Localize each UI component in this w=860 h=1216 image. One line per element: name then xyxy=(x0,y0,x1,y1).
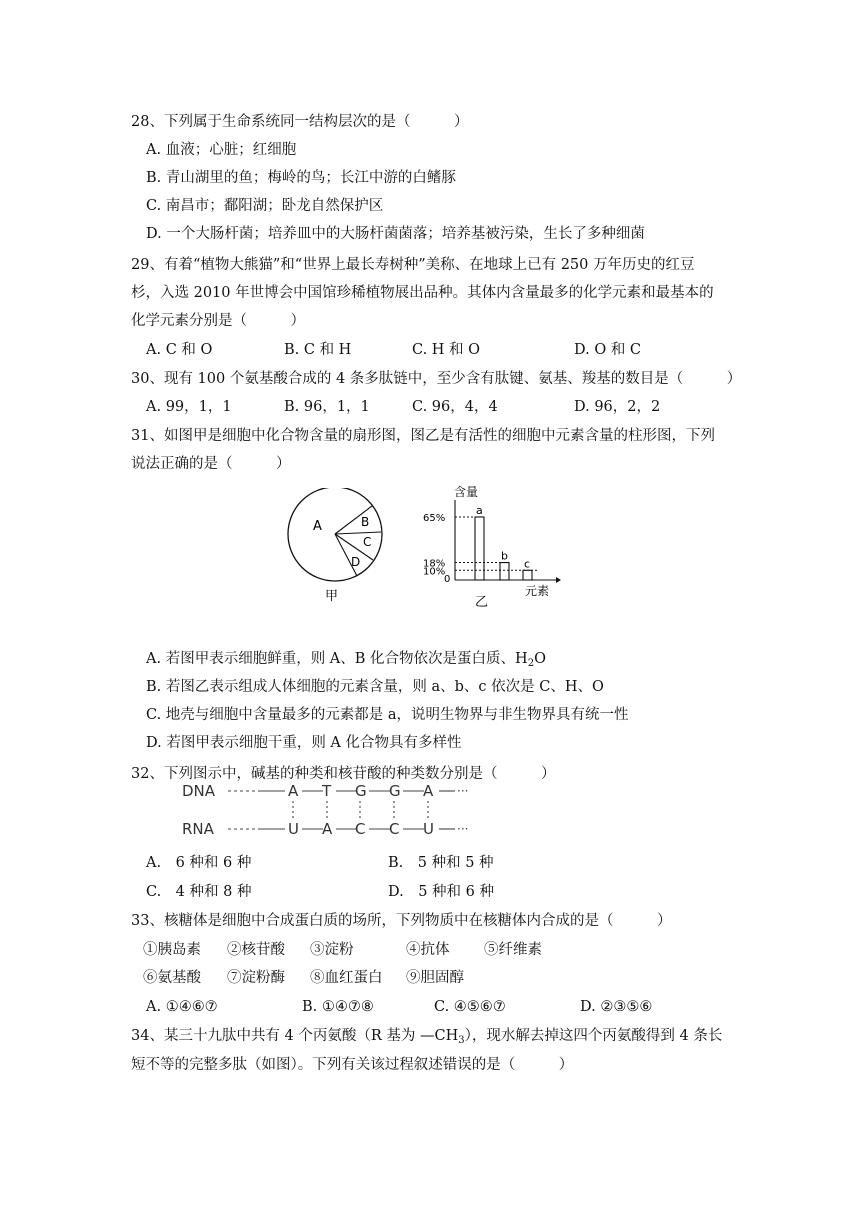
q31-option-a-text: A. 若图甲表示细胞鲜重，则 A、B 化合物依次是蛋白质、H xyxy=(146,651,528,667)
pie-label-c: C xyxy=(363,535,372,549)
rna-base: C xyxy=(389,820,400,838)
bar-caption: 乙 xyxy=(475,595,489,610)
dna-base: T xyxy=(322,782,332,800)
q29-stem-line1: 29、有着“植物大熊猫”和“世界上最长寿树种”美称、在地球上已有 250 万年历史的红豆 xyxy=(131,257,695,273)
pie-caption: 甲 xyxy=(325,589,339,604)
pie-label-d: D xyxy=(351,555,361,569)
q34-stem-line2: 短不等的完整多肽（如图）。下列有关该过程叙述错误的是（ ） xyxy=(131,1057,574,1073)
q28-option-b: B. 青山湖里的鱼；梅岭的鸟；长江中游的白鳍豚 xyxy=(146,170,456,186)
q30-options xyxy=(146,397,706,417)
q32-options-row1 xyxy=(146,853,706,873)
pie-label-a: A xyxy=(313,519,322,534)
bar-xlabel: 元素 xyxy=(525,584,550,598)
bar-ylabel: 含量 xyxy=(454,485,479,499)
q33-item-2: ②核苷酸 xyxy=(227,942,285,958)
dna-base: G xyxy=(355,782,367,800)
bar-label-b: b xyxy=(501,549,508,563)
bar-tick-label-zero: 0 xyxy=(444,574,451,585)
q32-option-d: D. 5 种和 6 种 xyxy=(388,884,494,900)
q33-option-b: B. ①④⑦⑧ xyxy=(302,999,374,1015)
q30-option-b: B. 96，1，1 xyxy=(284,399,370,415)
q29-option-d: D. O 和 C xyxy=(574,342,642,358)
rna-base: U xyxy=(288,820,299,838)
bar-tick-label: 10% xyxy=(423,566,446,578)
dna-base: A xyxy=(423,782,434,800)
rna-continuation: ··· xyxy=(457,822,469,836)
q29-option-a: A. C 和 O xyxy=(146,342,213,358)
q28-option-d: D. 一个大肠杆菌；培养皿中的大肠杆菌菌落；培养基被污染，生长了多种细菌 xyxy=(146,226,645,242)
q33-item-3: ③淀粉 xyxy=(310,942,354,958)
rna-base: A xyxy=(322,820,333,838)
bar-label-c: c xyxy=(524,557,531,571)
q29-option-c: C. H 和 O xyxy=(412,342,481,358)
q34-stem-post: ），现水解去掉这四个丙氨酸得到 4 条长 xyxy=(464,1028,723,1044)
q34-stem-subscript: 3 xyxy=(458,1035,465,1046)
q30-option-c: C. 96，4，4 xyxy=(412,399,498,415)
rna-base: U xyxy=(423,820,434,838)
q31-stem-line2: 说法正确的是（ ） xyxy=(131,456,291,472)
q29-options xyxy=(146,340,706,360)
q32-option-b: B. 5 种和 5 种 xyxy=(388,855,494,871)
bar-c xyxy=(523,570,532,580)
bar-tick-label: 65% xyxy=(423,513,446,524)
dna-base: A xyxy=(288,782,299,800)
q31-option-a xyxy=(146,649,546,674)
q30-stem: 30、现有 100 个氨基酸合成的 4 条多肽链中，至少含有肽键、氨基、羧基的数目是（ ） xyxy=(131,371,742,387)
q33-item-5: ⑤纤维素 xyxy=(484,942,542,958)
q29-stem-line2: 杉，入选 2010 年世博会中国馆珍稀植物展出品种。其体内含量最多的化学元素和最基本的 xyxy=(131,285,714,301)
q32-stem: 32、下列图示中，碱基的种类和核苷酸的种类数分别是（ ） xyxy=(131,766,556,782)
q31-option-d: D. 若图甲表示细胞干重，则 A 化合物具有多样性 xyxy=(146,735,462,751)
q29-stem-line3: 化学元素分别是（ ） xyxy=(131,313,305,329)
q33-item-9: ⑨胆固醇 xyxy=(406,970,464,986)
q34-stem-pre: 34、某三十九肽中共有 4 个丙氨酸（R 基为 —CH xyxy=(131,1028,459,1044)
q33-options xyxy=(146,997,706,1017)
pie-figure-jia xyxy=(285,488,395,608)
dna-rna-figure xyxy=(180,776,480,840)
q33-stem: 33、核糖体是细胞中合成蛋白质的场所，下列物质中在核糖体内合成的是（ ） xyxy=(131,913,672,929)
pie-label-b: B xyxy=(361,515,370,529)
q31-option-a-tail: O xyxy=(534,651,546,667)
q33-option-c: C. ④⑤⑥⑦ xyxy=(434,999,506,1015)
q33-items-row1 xyxy=(143,940,703,960)
q32-option-c: C. 4 种和 8 种 xyxy=(146,884,252,900)
q33-item-1: ①胰岛素 xyxy=(143,942,201,958)
q33-item-8: ⑧血红蛋白 xyxy=(310,970,383,986)
bar-label-a: a xyxy=(476,504,483,517)
rna-label: RNA xyxy=(182,820,214,838)
q33-item-6: ⑥氨基酸 xyxy=(143,970,201,986)
bar-b xyxy=(500,563,509,580)
q30-option-a: A. 99，1，1 xyxy=(146,399,232,415)
rna-base: C xyxy=(355,820,366,838)
dna-continuation: ··· xyxy=(457,784,469,798)
q29-option-b: B. C 和 H xyxy=(284,342,352,358)
q33-item-7: ⑦淀粉酶 xyxy=(227,970,285,986)
dna-base: G xyxy=(389,782,401,800)
bar-figure-yi xyxy=(420,482,565,612)
q31-option-a-subscript: 2 xyxy=(527,658,535,669)
q32-option-a: A. 6 种和 6 种 xyxy=(146,855,252,871)
q33-option-a: A. ①④⑥⑦ xyxy=(146,999,218,1015)
q31-stem-line1: 31、如图甲是细胞中化合物含量的扇形图，图乙是有活性的细胞中元素含量的柱形图，下列 xyxy=(131,428,715,444)
q28-stem: 28、下列属于生命系统同一结构层次的是（ ） xyxy=(131,114,469,130)
dna-label: DNA xyxy=(182,782,216,800)
q31-option-b: B. 若图乙表示组成人体细胞的元素含量，则 a、b、c 依次是 C、H、O xyxy=(146,679,604,695)
q32-options-row2 xyxy=(146,882,706,902)
q30-option-d: D. 96，2，2 xyxy=(574,399,661,415)
q31-option-c: C. 地壳与细胞中含量最多的元素都是 a，说明生物界与非生物界具有统一性 xyxy=(146,707,629,723)
q28-option-c: C. 南昌市；鄱阳湖；卧龙自然保护区 xyxy=(146,198,384,214)
q33-items-row2 xyxy=(143,968,703,988)
q33-item-4: ④抗体 xyxy=(406,942,450,958)
q33-option-d: D. ②③⑤⑥ xyxy=(580,999,653,1015)
bar-tick-label: 18% xyxy=(423,558,446,570)
q34-stem-line1 xyxy=(131,1026,722,1051)
q28-option-a: A. 血液；心脏；红细胞 xyxy=(146,142,297,158)
